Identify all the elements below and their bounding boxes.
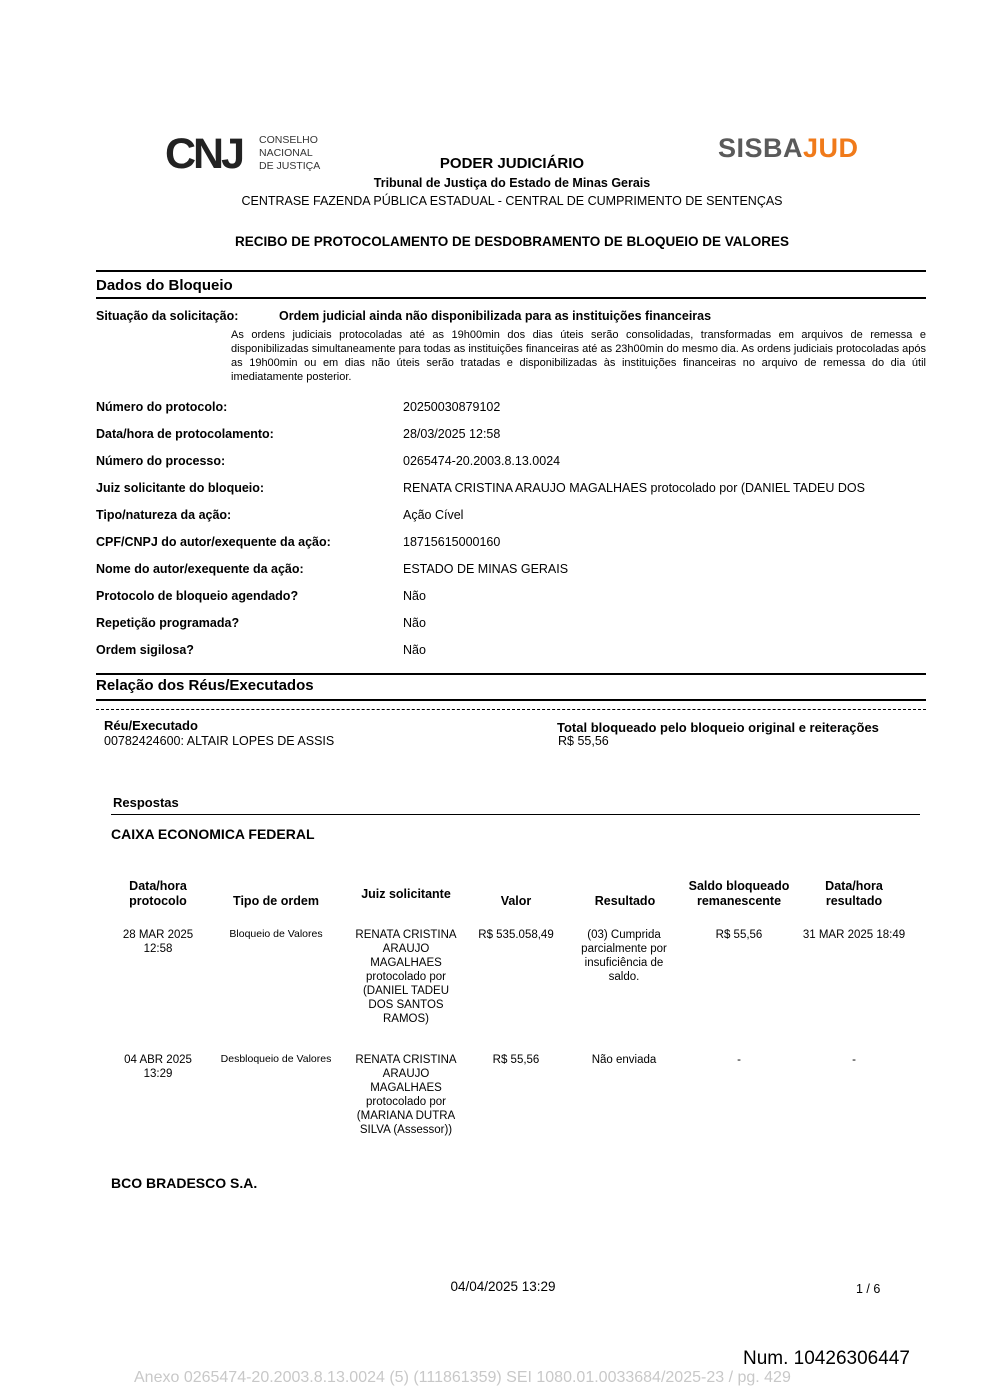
cell-line: (MARIANA DUTRA xyxy=(356,1110,456,1122)
field-label: Tipo/natureza da ação: xyxy=(96,508,232,522)
cnj-text-line: CONSELHO xyxy=(259,134,318,146)
sisbajud-logo-b: JUD xyxy=(803,133,859,163)
field-value: ESTADO DE MINAS GERAIS xyxy=(403,562,569,576)
cell-line: 12:58 xyxy=(143,943,173,955)
dashed-separator xyxy=(96,709,926,710)
field-value: 0265474-20.2003.8.13.0024 xyxy=(403,454,561,468)
section-rule xyxy=(96,673,926,675)
document-title: RECIBO DE PROTOCOLAMENTO DE DESDOBRAMENTO DE BLOQUEIO DE VALORES xyxy=(234,234,790,249)
cell-line: RENATA CRISTINA xyxy=(355,929,457,941)
total-header: Total bloqueado pelo bloqueio original e reiterações xyxy=(557,720,879,735)
cell-tipo: Bloqueio de Valores xyxy=(229,928,323,940)
col-header-data-protocolo xyxy=(98,879,218,909)
field-value: Não xyxy=(403,589,426,603)
page-number: 1 / 6 xyxy=(856,1282,881,1296)
section-title-reus: Relação dos Réus/Executados xyxy=(96,677,314,694)
field-label: Protocolo de bloqueio agendado? xyxy=(96,589,299,603)
col-header-data-resultado xyxy=(794,879,914,909)
cell-line: Não enviada xyxy=(591,1054,657,1066)
sisbajud-logo-a: SISBA xyxy=(718,133,804,163)
cell-line: RENATA CRISTINA xyxy=(355,1054,457,1066)
col-header-line: resultado xyxy=(825,894,883,908)
cell-data-protocolo xyxy=(98,1053,218,1081)
field-label: Repetição programada? xyxy=(96,616,240,630)
reu-header: Réu/Executado xyxy=(104,718,198,733)
header-poder: PODER JUDICIÁRIO xyxy=(439,155,585,172)
cell-line: protocolado por xyxy=(366,1096,446,1108)
cell-valor: R$ 55,56 xyxy=(492,1054,540,1066)
col-header-line: Data/hora xyxy=(129,879,187,893)
bank-name-bradesco: BCO BRADESCO S.A. xyxy=(111,1175,258,1191)
cnj-text-line: DE JUSTIÇA xyxy=(259,160,321,172)
header-centrase: CENTRASE FAZENDA PÚBLICA ESTADUAL - CENTRAL DE CUMPRIMENTO DE SENTENÇAS xyxy=(241,194,783,208)
reu-value: 00782424600: ALTAIR LOPES DE ASSIS xyxy=(104,734,335,748)
field-value: Não xyxy=(403,643,426,657)
field-value: Ação Cível xyxy=(403,508,464,522)
field-label: Juiz solicitante do bloqueio: xyxy=(96,481,265,495)
col-header-line: Saldo bloqueado xyxy=(688,879,790,893)
cell-line: parcialmente por xyxy=(581,943,667,955)
col-header-line: remanescente xyxy=(696,894,782,908)
cell-line: saldo. xyxy=(608,971,640,983)
col-header-valor: Valor xyxy=(500,894,532,908)
cell-saldo: R$ 55,56 xyxy=(715,929,763,941)
anexo-watermark: Anexo 0265474-20.2003.8.13.0024 (5) (111861359) SEI 1080.01.0033684/2025-23 / pg. 429 xyxy=(134,1369,791,1386)
field-label: Nome do autor/exequente da ação: xyxy=(96,562,304,576)
situacao-note: As ordens judiciais protocoladas até as 19h00min dos dias úteis serão consolidadas, transformadas em arquivos de remessa e disponibilizadas simultaneamente para todas as instituições financeiras até as 23h00min do mesmo dia. As ordens judiciais protocoladas após as 19h00min ou em dias não úteis serão tratadas e disponibilizadas às instituições financeiras no arquivo de remessa do dia útil imediatamente posterior. xyxy=(231,329,926,383)
cell-line: RAMOS) xyxy=(383,1013,429,1025)
header-tribunal: Tribunal de Justiça do Estado de Minas Gerais xyxy=(373,176,651,190)
cell-line: 04 ABR 2025 xyxy=(124,1054,192,1066)
field-value: Não xyxy=(403,616,426,630)
col-header-saldo xyxy=(674,879,804,909)
cell-juiz xyxy=(346,928,466,1026)
cell-line: ARAUJO xyxy=(382,943,430,955)
bank-name-caixa: CAIXA ECONOMICA FEDERAL xyxy=(111,826,315,842)
cell-line: protocolado por xyxy=(366,971,446,983)
cell-data-resultado: - xyxy=(852,1054,856,1066)
cell-line: (DANIEL TADEU xyxy=(362,985,450,997)
cell-valor: R$ 535.058,49 xyxy=(478,929,554,941)
cell-resultado xyxy=(572,1053,676,1067)
field-label: Ordem sigilosa? xyxy=(96,643,194,657)
cell-juiz xyxy=(346,1053,466,1137)
section-rule xyxy=(96,270,926,272)
cell-line: DOS SANTOS xyxy=(368,999,444,1011)
situacao-label: Situação da solicitação: xyxy=(96,309,239,323)
col-header-line: protocolo xyxy=(129,894,187,908)
document-number: Num. 10426306447 xyxy=(743,1348,910,1369)
respostas-rule xyxy=(111,814,920,815)
situacao-value: Ordem judicial ainda não disponibilizada para as instituições financeiras xyxy=(279,309,712,323)
footer-date: 04/04/2025 13:29 xyxy=(450,1279,556,1294)
field-label: CPF/CNPJ do autor/exequente da ação: xyxy=(96,535,331,549)
cell-tipo: Desbloqueio de Valores xyxy=(220,1053,332,1065)
col-header-resultado: Resultado xyxy=(594,894,656,908)
section-title-dados: Dados do Bloqueio xyxy=(96,277,233,294)
col-header-tipo: Tipo de ordem xyxy=(233,894,319,908)
cell-line: (03) Cumprida xyxy=(587,929,661,941)
cell-resultado xyxy=(572,928,676,984)
cnj-mark: CNJ xyxy=(165,130,243,178)
cell-line: ARAUJO xyxy=(382,1068,430,1080)
cell-line: MAGALHAES xyxy=(370,1082,442,1094)
field-value: RENATA CRISTINA ARAUJO MAGALHAES protocolado por (DANIEL TADEU DOS xyxy=(403,481,865,495)
field-label: Número do protocolo: xyxy=(96,400,228,414)
respostas-title: Respostas xyxy=(113,795,179,810)
field-value: 28/03/2025 12:58 xyxy=(403,427,501,441)
field-label: Número do processo: xyxy=(96,454,226,468)
total-value: R$ 55,56 xyxy=(558,734,609,748)
cell-line: MAGALHAES xyxy=(370,957,442,969)
cnj-text-line: NACIONAL xyxy=(259,147,313,159)
col-header-line: Data/hora xyxy=(825,879,883,893)
cell-line: 13:29 xyxy=(143,1068,173,1080)
field-label: Data/hora de protocolamento: xyxy=(96,427,274,441)
cell-line: insuficiência de xyxy=(584,957,664,969)
section-rule xyxy=(96,297,926,299)
cell-saldo: - xyxy=(737,1054,741,1066)
cell-line: SILVA (Assessor)) xyxy=(359,1124,453,1136)
cell-data-resultado: 31 MAR 2025 18:49 xyxy=(802,929,906,941)
field-value: 20250030879102 xyxy=(403,400,501,414)
cell-data-protocolo xyxy=(98,928,218,956)
col-header-juiz: Juiz solicitante xyxy=(361,887,451,901)
field-value: 18715615000160 xyxy=(403,535,501,549)
cell-line: 28 MAR 2025 xyxy=(122,929,194,941)
section-rule xyxy=(96,699,926,701)
